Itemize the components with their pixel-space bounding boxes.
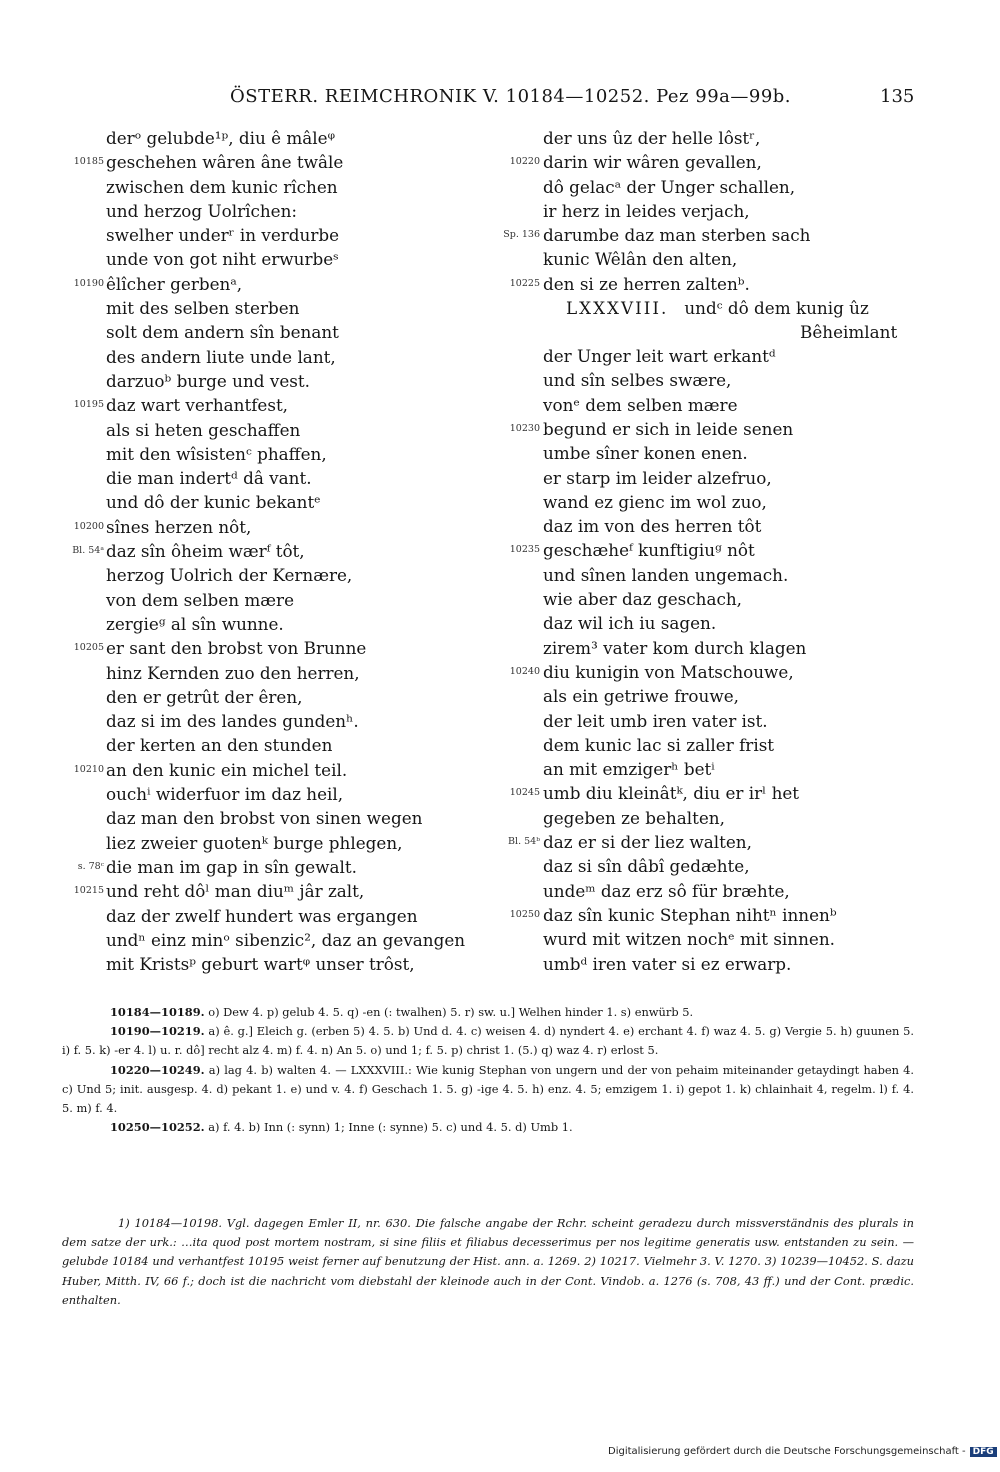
- verse-line: [500, 733, 930, 757]
- verse-line: [46, 806, 506, 830]
- verse-text: der leit umb iren vater ist.: [543, 710, 768, 731]
- verse-text: wie aber daz geschach,: [543, 589, 742, 610]
- verse-text: begund er sich in leide senen: [543, 418, 794, 439]
- verse-text: wurd mit witzen nochᵉ mit sinnen.: [543, 929, 835, 950]
- verse-line: [46, 223, 506, 247]
- verse-text: derᵒ gelubde¹ᵖ, diu ê mâleᵠ: [106, 128, 335, 148]
- verse-text: als ein getriwe frouwe,: [543, 686, 739, 707]
- verse-line: [46, 928, 506, 952]
- verse-text: darzuoᵇ burge und vest.: [106, 370, 310, 391]
- line-marker: 10205: [73, 642, 104, 654]
- chapter-rubric: [500, 296, 930, 344]
- verse-line: [46, 418, 506, 442]
- verse-text: mit den wîsistenᶜ phaffen,: [106, 443, 327, 464]
- verse-line: [46, 563, 506, 587]
- verse-line: [500, 636, 930, 660]
- verse-line: [46, 247, 506, 271]
- rubric-text: undᶜ dô dem kunig ûz: [684, 298, 869, 319]
- verse-line: [46, 855, 506, 879]
- verse-text: umbe sîner konen enen.: [543, 443, 748, 464]
- verse-line: [500, 466, 930, 490]
- verse-line: [500, 368, 930, 392]
- verse-text: geschehen wâren âne twâle: [106, 152, 344, 173]
- line-marker: Sp. 136: [503, 229, 540, 241]
- verse-text: wand ez gienc im wol zuo,: [543, 491, 767, 512]
- verse-line: [500, 611, 930, 635]
- verse-text: vonᵉ dem selben mære: [543, 394, 738, 415]
- verse-text: daz si sîn dâbî gedæhte,: [543, 856, 750, 877]
- verse-text: kunic Wêlân den alten,: [543, 249, 738, 270]
- variant-range: 10190—10219.: [110, 1024, 205, 1039]
- verse-line: [500, 684, 930, 708]
- verse-text: daz si im des landes gundenʰ.: [106, 711, 359, 732]
- verse-text: hinz Kernden zuo den herren,: [106, 662, 360, 683]
- verse-line: [46, 369, 506, 393]
- verse-line: [500, 514, 930, 538]
- line-marker: 10245: [509, 787, 540, 799]
- line-marker: 10195: [73, 399, 104, 411]
- verse-line: [46, 320, 506, 344]
- verse-text: daz im von des herren tôt: [543, 516, 762, 537]
- verse-line: [46, 879, 506, 903]
- verse-line: [500, 417, 930, 441]
- verse-text: êlîcher gerbenᵃ,: [106, 273, 243, 294]
- line-marker: 10225: [509, 277, 540, 289]
- verse-text: geschæheᶠ kunftigiuᵍ nôt: [543, 540, 755, 561]
- verse-text: darumbe daz man sterben sach: [543, 225, 811, 246]
- verse-line: [46, 952, 506, 976]
- verse-text: daz wil ich iu sagen.: [543, 613, 717, 634]
- verse-text: zwischen dem kunic rîchen: [106, 176, 338, 197]
- verse-text: der kerten an den stunden: [106, 735, 333, 756]
- verse-line: [500, 927, 930, 951]
- rubric-line-1: [566, 296, 869, 320]
- verse-text: an den kunic ein michel teil.: [106, 759, 348, 780]
- line-marker: 10230: [509, 422, 540, 434]
- verse-line: [500, 538, 930, 562]
- line-marker: Bl. 54ᵇ: [508, 836, 540, 848]
- verse-line: [500, 441, 930, 465]
- variant-entry: [62, 1061, 914, 1119]
- verse-text: der uns ûz der helle lôstʳ,: [543, 128, 761, 148]
- verse-text: gegeben ze behalten,: [543, 807, 725, 828]
- footer-text: Digitalisierung gefördert durch die Deutsche Forschungsgemeinschaft -: [608, 1446, 966, 1457]
- variant-text: o) Dew 4. p) gelub 4. 5. q) -en (: twalhen) 5. r) sw. u.] Welhen hinder 1. s) enwürb 5.: [204, 1005, 694, 1019]
- verse-text: daz er si der liez walten,: [543, 832, 752, 853]
- verse-line: [46, 588, 506, 612]
- verse-text: daz man den brobst von sinen wegen: [106, 808, 423, 829]
- right-column-bottom: [500, 344, 930, 976]
- verse-text: sînes herzen nôt,: [106, 516, 252, 537]
- line-marker: 10190: [73, 277, 104, 289]
- verse-text: er sant den brobst von Brunne: [106, 638, 367, 659]
- verse-text: und sîn selbes swære,: [543, 370, 732, 391]
- variant-text: a) ê. g.] Eleich g. (erben 5) 4. 5. b) Und d. 4. c) weisen 4. d) nyndert 4. e) erchant 4. f) waz 4. 5. g) Vergie 5. h) guunen 5. i) f. 5. k) -er 4. l) u. r. dô] recht alz 4. m) f. 4. n) An 5. o) und 1; f. 5. p) christ 1. (5.) q) waz 4. r) erlost 5.: [62, 1024, 914, 1058]
- verse-line: [500, 199, 930, 223]
- verse-line: [46, 345, 506, 369]
- verse-text: den er getrût der êren,: [106, 686, 303, 707]
- verse-text: mit des selben sterben: [106, 298, 300, 319]
- verse-line: [46, 393, 506, 417]
- verse-line: [500, 272, 930, 296]
- line-marker: 10240: [509, 665, 540, 677]
- verse-text: und sînen landen ungemach.: [543, 564, 789, 585]
- page-number: 135: [880, 86, 915, 107]
- verse-text: umb diu kleinâtᵏ, diu er irˡ het: [543, 783, 800, 804]
- verse-line: [500, 223, 930, 247]
- verse-text: von dem selben mære: [106, 589, 295, 610]
- line-marker: Bl. 54ᵃ: [72, 545, 104, 557]
- verse-text: der Unger leit wart erkantᵈ: [543, 346, 776, 367]
- verse-line: [500, 830, 930, 854]
- verse-line: [500, 393, 930, 417]
- line-marker: 10215: [73, 885, 104, 897]
- verse-line: [500, 126, 930, 150]
- verse-line: [500, 490, 930, 514]
- verse-line: [500, 587, 930, 611]
- verse-text: undⁿ einz minᵒ sibenzic², daz an gevangen: [106, 929, 466, 950]
- verse-text: umbᵈ iren vater si ez erwarp.: [543, 953, 792, 974]
- verse-text: den si ze herren zaltenᵇ.: [543, 273, 750, 294]
- running-title: ÖSTERR. REIMCHRONIK V. 10184—10252. Pez 99a—99b.: [230, 86, 792, 107]
- verse-line: [46, 661, 506, 685]
- dfg-logo: DFG: [970, 1447, 997, 1457]
- variant-range: 10220—10249.: [110, 1062, 205, 1077]
- verse-line: [46, 490, 506, 514]
- verse-text: und dô der kunic bekantᵉ: [106, 492, 321, 513]
- verse-text: zirem³ vater kom durch klagen: [543, 637, 807, 658]
- line-marker: 10220: [509, 156, 540, 168]
- variant-entry: [62, 1003, 914, 1022]
- line-marker: 10250: [509, 908, 540, 920]
- verse-text: und reht dôˡ man diuᵐ jâr zalt,: [106, 881, 365, 902]
- verse-line: [46, 612, 506, 636]
- verse-text: unde von got niht erwurbeˢ: [106, 249, 339, 270]
- verse-text: undeᵐ daz erz sô für bræhte,: [543, 880, 790, 901]
- verse-line: [46, 758, 506, 782]
- verse-line: [500, 247, 930, 271]
- verse-line: [500, 709, 930, 733]
- variant-text: a) lag 4. b) walten 4. — LXXXVIII.: Wie kunig Stephan von ungern und der von pehaim miteinander getaydingt haben 4. c) Und 5; init. ausgesp. 4. d) pekant 1. e) und v. 4. f) Geschach 1. 5. g) -ige 4. 5. h) enz. 4. 5; emzigem 1. i) gepot 1. k) chlainhait 4, regelm. l) f. 4. 5. m) f. 4.: [62, 1062, 914, 1116]
- verse-line: [46, 442, 506, 466]
- verse-line: [46, 831, 506, 855]
- verse-text: die man im gap in sîn gewalt.: [106, 856, 357, 877]
- verse-text: daz sîn ôheim wærᶠ tôt,: [106, 541, 305, 562]
- verse-text: als si heten geschaffen: [106, 419, 301, 440]
- line-marker: s. 78ᶜ: [77, 860, 104, 872]
- verse-line: [46, 904, 506, 928]
- verse-line: [46, 466, 506, 490]
- line-marker: 10235: [509, 544, 540, 556]
- verse-text: solt dem andern sîn benant: [106, 322, 339, 343]
- verse-text: er starp im leider alzefruo,: [543, 467, 772, 488]
- verse-line: [500, 660, 930, 684]
- verse-line: [500, 806, 930, 830]
- rubric-line-2: Bêheimlant: [800, 322, 898, 343]
- line-marker: 10200: [73, 520, 104, 532]
- chapter-number: LXXXVIII.: [566, 298, 669, 319]
- verse-line: [46, 150, 506, 174]
- verse-text: diu kunigin von Matschouwe,: [543, 661, 794, 682]
- line-marker: 10185: [73, 156, 104, 168]
- right-column-top: [500, 126, 930, 296]
- verse-line: [46, 272, 506, 296]
- verse-line: [46, 515, 506, 539]
- verse-line: [46, 199, 506, 223]
- footnotes: [62, 1214, 914, 1310]
- verse-line: [46, 296, 506, 320]
- variant-text: a) f. 4. b) Inn (: synn) 1; Inne (: synne) 5. c) und 4. 5. d) Umb 1.: [204, 1120, 573, 1135]
- verse-text: mit Kristsᵖ geburt wartᵠ unser trôst,: [106, 954, 415, 975]
- line-marker: 10210: [73, 763, 104, 775]
- verse-line: [46, 175, 506, 199]
- footer-credit: [608, 1446, 997, 1457]
- verse-text: zergieᵍ al sîn wunne.: [106, 613, 284, 634]
- verse-text: des andern liute unde lant,: [106, 346, 336, 367]
- verse-line: [46, 709, 506, 733]
- variant-apparatus: [62, 1003, 914, 1137]
- variant-range: 10184—10189.: [110, 1005, 205, 1019]
- verse-line: [46, 782, 506, 806]
- variant-range: 10250—10252.: [110, 1120, 205, 1135]
- verse-line: [500, 879, 930, 903]
- verse-line: [500, 344, 930, 368]
- verse-text: ouchⁱ widerfuor im daz heil,: [106, 784, 344, 805]
- verse-text: die man indertᵈ dâ vant.: [106, 468, 312, 489]
- verse-line: [46, 685, 506, 709]
- verse-line: [46, 126, 506, 150]
- verse-text: an mit emzigerʰ betⁱ: [543, 759, 715, 780]
- footnote: 1) 10184—10198. Vgl. dagegen Emler II, nr. 630. Die falsche angabe der Rchr. scheint geradezu durch missverständnis des plurals in dem satze der urk.: …ita quod post mortem nostram, si sine filiis et filiabus decesserimus per nos legitime generatis usw. entstanden zu sein. — gelubde 10184 und verhantfest 10195 weist ferner auf benutzung der Hist. ann. a. 1269. 2) 10217. Vielmehr 3. V. 1270. 3) 10239—10452. S. dazu Huber, Mitth. IV, 66 f.; doch ist die nachricht vom diebstahl der kleinode auch in der Cont. Vindob. a. 1276 (s. 708, 43 ff.) und der Cont. prædic. enthalten.: [62, 1216, 914, 1307]
- verse-text: und herzog Uolrîchen:: [106, 200, 298, 221]
- verse-line: [500, 175, 930, 199]
- verse-text: liez zweier guotenᵏ burge phlegen,: [106, 832, 403, 853]
- verse-text: ir herz in leides verjach,: [543, 200, 750, 221]
- verse-line: [500, 150, 930, 174]
- verse-text: daz wart verhantfest,: [106, 395, 289, 416]
- verse-text: dô gelacᵃ der Unger schallen,: [543, 176, 796, 197]
- verse-line: [500, 781, 930, 805]
- verse-text: herzog Uolrich der Kernære,: [106, 565, 353, 586]
- verse-text: dem kunic lac si zaller frist: [543, 734, 775, 755]
- right-column: [500, 126, 930, 976]
- verse-line: [46, 539, 506, 563]
- verse-text: darin wir wâren gevallen,: [543, 152, 762, 173]
- verse-line: [500, 757, 930, 781]
- verse-line: [500, 563, 930, 587]
- variant-entry: [62, 1022, 914, 1060]
- verse-line: [500, 952, 930, 976]
- verse-text: daz der zwelf hundert was ergangen: [106, 905, 418, 926]
- verse-text: daz sîn kunic Stephan nihtⁿ innenᵇ: [543, 904, 837, 925]
- verse-line: [46, 733, 506, 757]
- verse-line: [500, 854, 930, 878]
- left-column: [46, 126, 506, 976]
- verse-line: [500, 903, 930, 927]
- verse-line: [46, 636, 506, 660]
- variant-entry: [62, 1118, 914, 1137]
- verse-text: swelher underʳ in verdurbe: [106, 225, 340, 246]
